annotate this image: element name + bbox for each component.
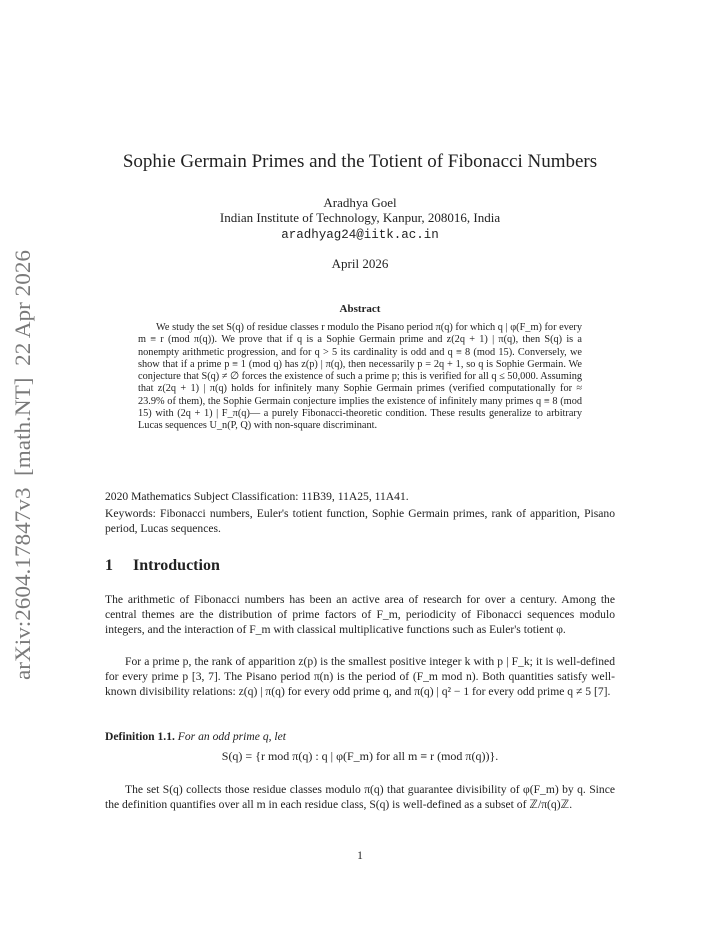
definition-label: Definition 1.1. — [105, 730, 175, 743]
intro-paragraph-1: The arithmetic of Fibonacci numbers has been an active area of research for over a century. Among the central themes are the distribution of prime factors of F_m, periodicity of Fibonacci sequences modulo integers, and the interaction of F_m with classical multiplicative functions such as Euler's totient φ. — [105, 593, 615, 636]
abstract-body: We study the set S(q) of residue classes r modulo the Pisano period π(q) for which q | φ(F_m) for every m ≡ r (mod π(q)). We prove that if q is a Sophie Germain prime and z(2q + 1) | π(q), then S(q) is a nonempty arithmetic progression, and for q > 5 its cardinality is odd and q ≡ 8 (mod 15). Conversely, we show that if a prime p ≡ 1 (mod q) has z(p) | π(q), then necessarily p = 2q + 1, so q is Sophie Germain. We conjecture that S(q) ≠ ∅ forces the existence of such a prime p; this is verified for all q ≤ 50,000. Assuming that z(2q + 1) | π(q) holds for infinitely many Sophie Germain primes (verified computationally for ≈ 23.9% of them), the Sophie Germain conjecture implies the existence of infinitely many primes q ≡ 8 (mod 15) with (2q + 1) | F_π(q)— a purely Fibonacci-theoretic condition. These results generalize to arbitrary Lucas sequences U_n(P, Q) with non-square discriminant. — [138, 322, 582, 432]
paper-title: Sophie Germain Primes and the Totient of Fibonacci Numbers — [122, 151, 598, 172]
author-affiliation: Indian Institute of Technology, Kanpur, 208016, India — [219, 210, 501, 225]
section-heading — [105, 557, 220, 575]
definition — [105, 729, 615, 744]
section-title: Introduction — [133, 557, 220, 574]
arxiv-identifier-text: arXiv:2604.17847v3 [math.NT] 22 Apr 2026 — [10, 262, 35, 680]
section-number: 1 — [105, 557, 113, 574]
page-number: 1 — [357, 850, 363, 862]
abstract-heading: Abstract — [339, 303, 381, 315]
paper-date: April 2026 — [331, 256, 389, 271]
author-email[interactable]: aradhyag24@iitk.ac.in — [281, 228, 439, 242]
keywords: Keywords: Fibonacci numbers, Euler's totient function, Sophie Germain primes, rank of apparition, Pisano period, Lucas sequences. — [105, 507, 615, 535]
definition-body: For an odd prime q, let — [177, 730, 286, 743]
msc-classification: 2020 Mathematics Subject Classification: 11B39, 11A25, 11A41. — [105, 490, 409, 503]
definition-formula: S(q) = {r mod π(q) : q | φ(F_m) for all m ≡ r (mod π(q))}. — [221, 749, 499, 763]
author-name: Aradhya Goel — [323, 195, 397, 210]
closing-paragraph: The set S(q) collects those residue classes modulo π(q) that guarantee divisibility of φ(F_m) by q. Since the definition quantifies over all m in each residue class, S(q) is well-defined as a subset of ℤ/π(q)ℤ. — [105, 783, 615, 811]
intro-paragraph-2: For a prime p, the rank of apparition z(p) is the smallest positive integer k with p | F_k; it is well-defined for every prime p [3, 7]. The Pisano period π(n) is the period of (F_m mod n). Both quantities satisfy well-known divisibility relations: z(q) | π(q) for every odd prime q, and π(q) | q² − 1 for every odd prime q ≠ 5 [7]. — [105, 655, 615, 698]
